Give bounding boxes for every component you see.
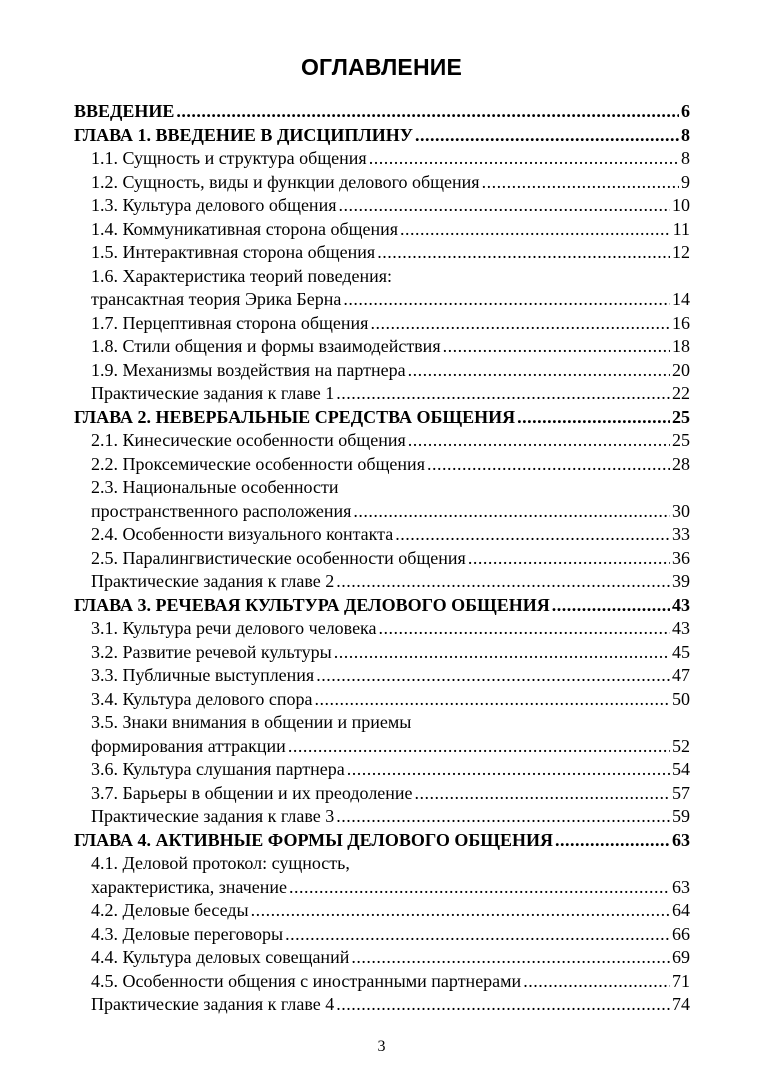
toc-entry-title: ГЛАВА 4. АКТИВНЫЕ ФОРМЫ ДЕЛОВОГО ОБЩЕНИЯ: [74, 829, 554, 850]
toc-entry-page: 28: [672, 453, 690, 474]
toc-entry: [74, 429, 690, 453]
dot-leader: [176, 100, 679, 124]
toc-entry-page: 22: [672, 383, 690, 403]
toc-entry-title: 4.3. Деловые переговоры: [91, 923, 284, 944]
toc-entry: [74, 453, 690, 477]
toc-entry-title: формирования аттракции: [91, 735, 286, 756]
toc-entry: [74, 476, 690, 500]
toc-entry-title: 2.2. Проксемические особенности общения: [91, 453, 425, 474]
toc-entry-title: пространственного расположения: [91, 500, 352, 521]
toc-entry: [74, 265, 690, 289]
toc-entry-page: 47: [672, 665, 690, 685]
dot-leader: [523, 970, 670, 994]
toc-entry-title: 3.7. Барьеры в общении и их преодоление: [91, 782, 413, 803]
toc-entry: [74, 288, 690, 312]
toc-entry: [74, 147, 690, 171]
dot-leader: [353, 500, 670, 524]
toc-entry-page: 39: [672, 571, 690, 591]
toc-entry-page: 6: [681, 101, 690, 121]
toc-entry-title: Практические задания к главе 4: [91, 994, 335, 1014]
toc-entry: [74, 617, 690, 641]
toc-entry: [74, 805, 690, 829]
toc-entry-page: 25: [672, 430, 690, 450]
toc-entry: [74, 523, 690, 547]
toc-entry-title: ВВЕДЕНИЕ: [74, 101, 175, 121]
toc-entry: [74, 923, 690, 947]
toc-entry-title: 4.4. Культура деловых совещаний: [91, 947, 350, 967]
toc-entry-title: 1.6. Характеристика теорий поведения:: [91, 265, 393, 286]
toc-entry: [74, 782, 690, 806]
toc-entry: [74, 241, 690, 265]
toc-chapter-entry: [74, 124, 690, 148]
page-title: ОГЛАВЛЕНИЕ: [300, 54, 463, 80]
toc-entry: [74, 218, 690, 242]
dot-leader: [415, 124, 679, 148]
toc-entry: [74, 946, 690, 970]
toc-entry-page: 50: [672, 688, 690, 709]
toc-entry-page: 54: [672, 759, 690, 779]
toc-entry-title: 1.8. Стили общения и формы взаимодействия: [91, 336, 441, 356]
toc-entry-page: 66: [672, 923, 690, 944]
dot-leader: [336, 570, 670, 594]
toc-entry-page: 59: [672, 806, 690, 826]
dot-leader: [468, 547, 670, 571]
toc-entry: [74, 688, 690, 712]
toc-entry-title: 4.5. Особенности общения с иностранными партнерами: [91, 970, 522, 991]
toc-entry-title: ГЛАВА 3. РЕЧЕВАЯ КУЛЬТУРА ДЕЛОВОГО ОБЩЕНИЯ: [74, 594, 550, 615]
toc-entry-title: 2.1. Кинесические особенности общения: [91, 430, 406, 450]
dot-leader: [443, 335, 670, 359]
toc-entry: [74, 758, 690, 782]
toc-entry-page: 64: [672, 900, 690, 920]
dot-leader: [555, 829, 670, 853]
toc-entry-title: 3.4. Культура делового спора: [91, 688, 313, 709]
toc-entry-title: 3.2. Развитие речевой культуры: [91, 641, 332, 662]
toc-entry-page: 8: [681, 124, 690, 145]
toc-entry-page: 20: [672, 359, 690, 380]
toc-chapter-entry: [74, 406, 690, 430]
dot-leader: [251, 899, 670, 923]
toc-entry: [74, 993, 690, 1017]
dot-leader: [343, 288, 670, 312]
dot-leader: [347, 758, 670, 782]
toc-entry-title: характеристика, значение: [91, 876, 287, 897]
dot-leader: [415, 782, 670, 806]
dot-leader: [336, 993, 670, 1017]
toc-entry-title: 1.7. Перцептивная сторона общения: [91, 312, 369, 333]
dot-leader: [427, 453, 670, 477]
toc-chapter-entry: [74, 829, 690, 853]
toc-entry-title: 1.5. Интерактивная сторона общения: [91, 242, 376, 262]
toc-entry-title: 3.1. Культура речи делового человека: [91, 618, 377, 638]
toc-entry: [74, 547, 690, 571]
toc-entry-title: 1.4. Коммуникативная сторона общения: [91, 218, 399, 239]
toc-entry-page: 25: [672, 406, 690, 427]
toc-entry-page: 63: [672, 829, 690, 850]
toc-chapter-entry: [74, 100, 690, 124]
toc-entry-title: 4.2. Деловые беседы: [91, 900, 249, 920]
toc-entry-page: 57: [672, 782, 690, 803]
toc-entry: [74, 359, 690, 383]
toc-entry-page: 74: [672, 994, 690, 1014]
dot-leader: [351, 946, 670, 970]
dot-leader: [336, 382, 670, 406]
toc-entry-title: 4.1. Деловой протокол: сущность,: [91, 853, 350, 873]
toc-entry: [74, 641, 690, 665]
toc-entry: [74, 970, 690, 994]
toc-entry-page: 69: [672, 947, 690, 967]
toc-entry: [74, 852, 690, 876]
page-number: 3: [377, 1038, 386, 1055]
toc-entry-page: 30: [672, 500, 690, 521]
dot-leader: [288, 735, 670, 759]
dot-leader: [338, 194, 670, 218]
dot-leader: [336, 805, 670, 829]
toc-entry: [74, 664, 690, 688]
toc-entry-page: 10: [672, 195, 690, 215]
dot-leader: [285, 923, 670, 947]
toc-entry: [74, 899, 690, 923]
toc-entry-title: 1.3. Культура делового общения: [91, 195, 337, 215]
toc-entry-page: 36: [672, 547, 690, 568]
toc-entry-title: 1.1. Сущность и структура общения: [91, 148, 367, 168]
toc-entry: [74, 570, 690, 594]
dot-leader: [369, 147, 679, 171]
toc-entry-page: 8: [681, 148, 690, 168]
dot-leader: [400, 218, 671, 242]
dot-leader: [408, 429, 670, 453]
dot-leader: [316, 664, 670, 688]
toc-entry: [74, 876, 690, 900]
toc-entry-page: 11: [672, 218, 690, 239]
toc-entry: [74, 335, 690, 359]
toc-entry-title: 3.3. Публичные выступления: [91, 665, 315, 685]
dot-leader: [552, 594, 670, 618]
toc-entry-title: 1.9. Механизмы воздействия на партнера: [91, 359, 406, 380]
dot-leader: [379, 617, 670, 641]
toc-entry: [74, 312, 690, 336]
toc-entry: [74, 500, 690, 524]
toc-entry-title: 2.5. Паралингвистические особенности общения: [91, 547, 466, 568]
dot-leader: [315, 688, 670, 712]
toc-entry-title: Практические задания к главе 1: [91, 383, 335, 403]
toc-entry-page: 12: [672, 242, 690, 262]
toc-entry-title: 3.5. Знаки внимания в общении и приемы: [91, 712, 412, 732]
dot-leader: [334, 641, 670, 665]
toc-entry-page: 33: [672, 524, 690, 544]
toc-entry: [74, 194, 690, 218]
toc-entry-page: 18: [672, 336, 690, 356]
toc-entry-title: 2.3. Национальные особенности: [91, 477, 339, 497]
toc-entry-page: 9: [681, 171, 690, 192]
toc-entry: [74, 711, 690, 735]
dot-leader: [395, 523, 670, 547]
table-of-contents: [74, 100, 690, 1017]
toc-entry-page: 52: [672, 735, 690, 756]
toc-entry-title: 2.4. Особенности визуального контакта: [91, 524, 394, 544]
dot-leader: [482, 171, 679, 195]
toc-entry-page: 45: [672, 641, 690, 662]
toc-entry-title: Практические задания к главе 2: [91, 571, 335, 591]
toc-entry: [74, 171, 690, 195]
toc-entry-title: ГЛАВА 1. ВВЕДЕНИЕ В ДИСЦИПЛИНУ: [74, 124, 413, 145]
toc-entry-title: 1.2. Сущность, виды и функции делового общения: [91, 171, 480, 192]
toc-entry: [74, 382, 690, 406]
toc-entry-page: 63: [672, 876, 690, 897]
toc-entry-title: ГЛАВА 2. НЕВЕРБАЛЬНЫЕ СРЕДСТВА ОБЩЕНИЯ: [74, 406, 516, 427]
toc-entry-page: 43: [672, 594, 690, 615]
dot-leader: [517, 406, 670, 430]
toc-entry: [74, 735, 690, 759]
toc-entry-page: 43: [672, 618, 690, 638]
toc-chapter-entry: [74, 594, 690, 618]
toc-entry-title: трансактная теория Эрика Берна: [91, 289, 342, 309]
toc-entry-page: 14: [672, 289, 690, 309]
dot-leader: [370, 312, 670, 336]
toc-entry-page: 71: [672, 970, 690, 991]
dot-leader: [377, 241, 670, 265]
dot-leader: [408, 359, 670, 383]
toc-entry-title: 3.6. Культура слушания партнера: [91, 759, 345, 779]
toc-entry-page: 16: [672, 312, 690, 333]
toc-entry-title: Практические задания к главе 3: [91, 806, 335, 826]
dot-leader: [289, 876, 670, 900]
